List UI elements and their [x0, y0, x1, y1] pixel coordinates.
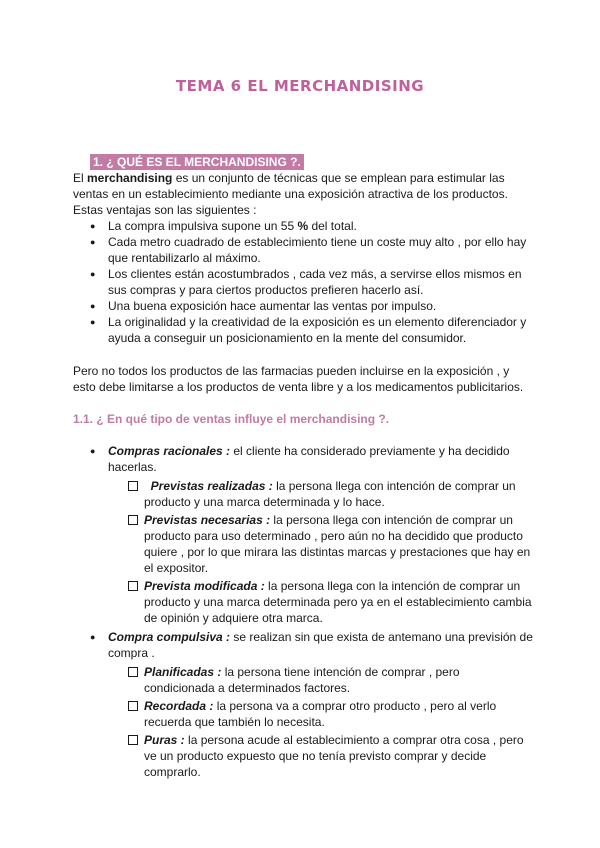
intro-prefix: El: [73, 171, 88, 185]
sale-types-block: [73, 443, 533, 783]
sale-types-list: [73, 443, 533, 780]
intro-rest: es un conjunto de técnicas que se emplean para estimular las ventas en un establecimiento mediante una exposición atractiva de los productos.: [73, 171, 508, 201]
advantages-list: [73, 218, 533, 346]
checkbox-icon: [128, 701, 138, 711]
item-text: Cada metro cuadrado de establecimiento tiene un coste muy alto , por ello hay que rentabilizarlo al máximo.: [108, 235, 527, 265]
item-text: Una buena exposición hace aumentar las ventas por impulso.: [108, 299, 437, 313]
sub-list-item: [108, 664, 533, 696]
sub-term: Recordada :: [144, 699, 214, 713]
list-item: [73, 443, 533, 626]
sub-desc: la persona va a comprar otro producto , pero al verlo recuerda que también lo necesita.: [144, 699, 497, 729]
sub-list-item: [108, 732, 533, 780]
checkbox-icon: [128, 735, 138, 745]
sale-type-desc: se realizan sin que exista de antemano una previsión de compra .: [108, 630, 533, 660]
sale-type-term: Compra compulsiva :: [108, 630, 231, 644]
section-heading-1-1: 1.1. ¿ En qué tipo de ventas influye el merchandising ?.: [73, 412, 390, 426]
sub-list-item: [108, 698, 533, 730]
checkbox-icon: [128, 581, 138, 591]
sub-list: [108, 664, 533, 780]
checkbox-icon: [128, 515, 138, 525]
list-item: [73, 298, 533, 314]
sub-desc: la persona llega con intención de comprar un producto y una marca determinada y lo hace.: [144, 479, 516, 509]
list-item: [73, 629, 533, 780]
sub-list-item: [108, 578, 533, 626]
list-item: [73, 218, 533, 234]
sub-term: Previstas realizadas :: [144, 479, 273, 493]
sale-type-term: Compras racionales :: [108, 444, 231, 458]
list-item: [73, 234, 533, 266]
pero-paragraph: Pero no todos los productos de las farmacias pueden incluirse en la exposición , y esto debe limitarse a los productos de venta libre y a los medicamentos publicitarios.: [73, 364, 524, 394]
item-text: Los clientes están acostumbrados , cada vez más, a servirse ellos mismos en sus compras y para ciertos productos prefieren hacerlo así.: [108, 267, 522, 297]
checkbox-icon: [128, 667, 138, 677]
sub-desc: la persona llega con la intención de comprar un producto y una marca determinada pero ya en el establecimiento cambia de opinión y adquiere otra marca.: [144, 579, 532, 625]
intro-term: merchandising: [87, 171, 173, 185]
sub-desc: la persona llega con intención de comprar un producto para uso determinado , pero aún no ha decidido que producto quiere , por lo que mirara las distintas marcas y prestaciones que hay en el expositor.: [144, 513, 531, 575]
sale-type-desc: el cliente ha considerado previamente y ha decidido hacerlas.: [108, 444, 510, 474]
sub-term: Planificadas :: [144, 665, 222, 679]
intro-line2: Estas ventajas son las siguientes :: [73, 203, 257, 217]
list-item: [73, 314, 533, 346]
item-text-after: del total.: [308, 219, 357, 233]
item-text: La originalidad y la creatividad de la exposición es un elemento diferenciador y ayuda a conseguir un posicionamiento en la mente del consumidor.: [108, 315, 527, 345]
item-text: La compra impulsiva supone un 55: [108, 219, 298, 233]
list-item: [73, 266, 533, 298]
sub-desc: la persona acude al establecimiento a comprar otra cosa , pero ve un producto expuesto que no tenía previsto comprar y decide comprarlo.: [144, 733, 524, 779]
sub-desc: la persona tiene intención de comprar , pero condicionada a determinados factores.: [144, 665, 460, 695]
item-bold: %: [297, 219, 309, 233]
sub-term: Puras :: [144, 733, 185, 747]
document-title: TEMA 6 EL MERCHANDISING: [175, 77, 425, 95]
checkbox-icon: [128, 481, 138, 491]
sub-list-item: [108, 478, 533, 510]
sub-term: Previstas necesarias :: [144, 513, 271, 527]
sub-term: Prevista modificada :: [144, 579, 265, 593]
sub-list: [108, 478, 533, 626]
sub-list-item: [108, 512, 533, 576]
intro-block: [73, 170, 533, 346]
pero-block: [73, 363, 533, 395]
section-heading-1: 1. ¿ QUÉ ES EL MERCHANDISING ?.: [90, 154, 304, 170]
intro-paragraph: [73, 170, 533, 202]
